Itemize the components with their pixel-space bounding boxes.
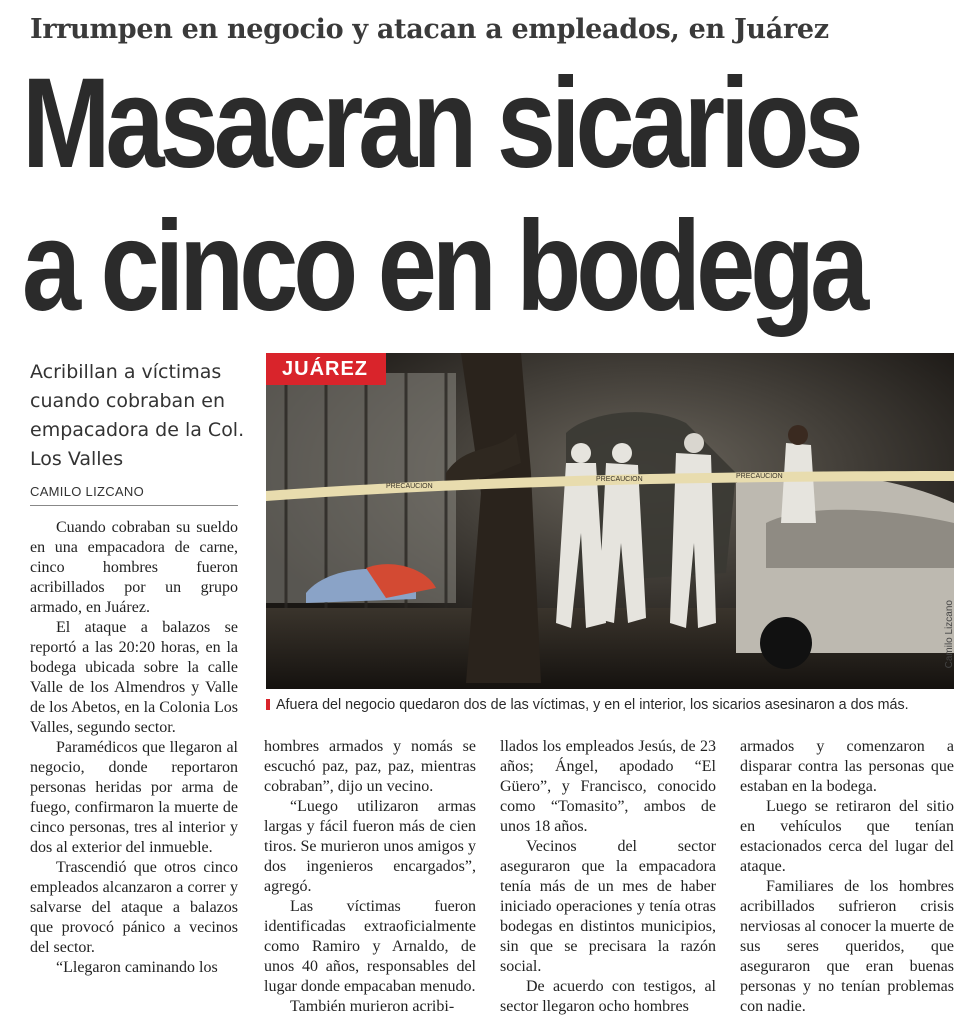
article-column-4	[740, 737, 954, 1017]
photo-caption	[266, 697, 956, 713]
paragraph: Familiares de los hombres acribillados sufrieron crisis nerviosas al conocer la muerte de sus seres queridos, que aseguraron que eran buenas personas y no tenían problemas con nadie.	[740, 878, 954, 1015]
caption-text: Afuera del negocio quedaron dos de las víctimas, y en el interior, los sicarios asesinaron a dos más.	[276, 697, 909, 713]
paragraph: armados y comenzaron a disparar contra las personas que estaban en la bodega.	[740, 738, 954, 795]
paragraph: Paramédicos que llegaron al negocio, donde reportaron personas heridas por arma de fuego, confirmaron la muerte de cinco personas, tres al interior y dos al exterior del inmueble.	[30, 739, 238, 856]
kicker: Irrumpen en negocio y atacan a empleados, en Juárez	[30, 14, 829, 45]
article-column-2	[264, 737, 476, 1017]
paragraph: llados los empleados Jesús, de 23 años; Ángel, apodado “El Güero”, y Francisco, conocido como “Tomasito”, ambos de unos 18 años.	[500, 738, 716, 835]
paragraph: De acuerdo con testigos, al sector llegaron ocho hombres	[500, 978, 716, 1015]
paragraph: Luego se retiraron del sitio en vehículos que tenían estacionados cerca del lugar del ataque.	[740, 798, 954, 875]
article-column-3	[500, 737, 716, 1017]
location-tag: JUÁREZ	[266, 353, 386, 385]
caption-marker	[266, 699, 270, 710]
paragraph: Trascendió que otros cinco empleados alcanzaron a correr y salvarse del ataque a balazos que provocó pánico a vecinos del sector.	[30, 859, 238, 956]
paragraph: También murieron acribi-	[290, 998, 455, 1015]
headline-line-1: Masacran sicarios	[22, 52, 859, 195]
deck-subheadline: Acribillan a víctimas cuando cobraban en empacadora de la Col. Los Valles	[30, 361, 245, 470]
paragraph: “Llegaron caminando los	[56, 959, 218, 976]
paragraph: El ataque a balazos se reportó a las 20:20 horas, en la bodega ubicada sobre la calle Valle de los Almendros y Valle de los Abetos, en la Colonia Los Valles, segundo sector.	[30, 619, 238, 736]
paragraph: Cuando cobraban su sueldo en una empacadora de carne, cinco hombres fueron acribillados por un grupo armado, en Juárez.	[30, 519, 238, 616]
svg-text:PRECAUCION: PRECAUCION	[736, 473, 783, 480]
paragraph: hombres armados y nomás se escuchó paz, paz, paz, mientras cobraban”, dijo un vecino.	[264, 738, 476, 795]
paragraph: Vecinos del sector aseguraron que la empacadora tenía más de un mes de haber iniciado operaciones y tenía otras bodegas en distintos municipios, sin que se precisara la razón social.	[500, 838, 716, 975]
paragraph: “Luego utilizaron armas largas y fácil fueron más de cien tiros. Se murieron unos amigos y dos ingenieros encargados”, agregó.	[264, 798, 476, 895]
article-column-1	[30, 518, 238, 978]
photo-credit: Camilo Lizcano	[944, 600, 955, 669]
headline-line-2: a cinco en bodega	[22, 195, 865, 338]
headline	[22, 52, 865, 338]
crime-scene-illustration	[266, 353, 954, 689]
svg-text:PRECAUCION: PRECAUCION	[386, 483, 433, 490]
svg-text:PRECAUCION: PRECAUCION	[596, 476, 643, 483]
paragraph: Las víctimas fueron identificadas extraoficialmente como Ramiro y Arnaldo, de unos 40 años, responsables del lugar donde empacaban menudo.	[264, 898, 476, 995]
byline: CAMILO LIZCANO	[30, 484, 238, 506]
news-photo	[266, 353, 954, 689]
